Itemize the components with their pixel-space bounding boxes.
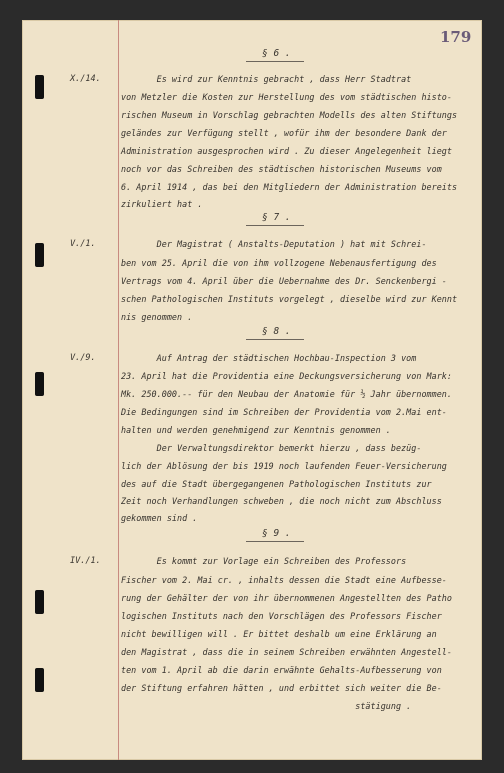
text-line: nis genommen . [121,312,193,322]
text-line: gekommen sind . [121,513,198,523]
text-line: Auf Antrag der städtischen Hochbau-Inspection 3 vom [121,353,417,363]
text-line: Zeit noch Verhandlungen schweben , die noch nicht zum Abschluss [121,496,442,506]
text-line: 23. April hat die Providentia eine Deckungsversicherung von Mark: [121,371,452,381]
text-line: stätigung . [121,701,412,711]
text-line: noch vor das Schreiben des städtischen historischen Museums vom [121,164,442,174]
text-line: der Stiftung erfahren hätten , und erbittet sich weiter die Be- [121,683,442,693]
section-heading: § 6 . [262,48,291,59]
text-line: Es kommt zur Vorlage ein Schreiben des Professors [121,556,407,566]
binder-hole [35,590,44,614]
section-reference: V./1. [70,239,96,249]
section-rule [246,339,304,340]
text-line: geländes zur Verfügung stellt , wofür ihm der besondere Dank der [121,128,447,138]
text-line: Vertrags vom 4. April über die Uebernahme des Dr. Senckenbergi - [121,276,447,286]
page-number: 179 [440,28,472,46]
binder-hole [35,75,44,99]
binder-hole [35,243,44,267]
text-line: logischen Instituts nach den Vorschlägen des Professors Fischer [121,611,442,621]
text-line: rung der Gehälter der von ihr übernommenen Angestellten des Patho [121,593,452,603]
section-heading: § 9 . [262,528,291,539]
text-line: ben vom 25. April die von ihm vollzogene Nebenausfertigung des [121,258,437,268]
text-line: nicht bewilligen will . Er bittet deshalb um eine Erklärung an [121,629,437,639]
text-line: schen Pathologischen Instituts vorgelegt , dieselbe wird zur Kennt [121,294,458,304]
text-line: des auf die Stadt übergegangenen Pathologischen Instituts zur [121,479,432,489]
text-line: Die Bedingungen sind im Schreiben der Providentia vom 2.Mai ent- [121,407,447,417]
section-heading: § 7 . [262,212,291,223]
text-line: lich der Ablösung der bis 1919 noch laufenden Feuer-Versicherung [121,461,447,471]
section-rule [246,225,304,226]
section-rule [246,61,304,62]
text-line: Der Verwaltungsdirektor bemerkt hierzu , dass bezüg- [121,443,422,453]
binder-hole [35,372,44,396]
text-line: halten und werden genehmigend zur Kenntnis genommen . [121,425,391,435]
text-line: von Metzler die Kosten zur Herstellung des vom städtischen histo- [121,92,452,102]
section-reference: IV./1. [70,556,101,566]
text-line: Der Magistrat ( Anstalts-Deputation ) hat mit Schrei- [121,239,427,249]
text-line: Fischer vom 2. Mai cr. , inhalts dessen die Stadt eine Aufbesse- [121,575,447,585]
section-heading: § 8 . [262,326,291,337]
margin-rule [118,20,119,760]
section-rule [246,541,304,542]
section-reference: X./14. [70,74,101,84]
text-line: zirkuliert hat . [121,199,203,209]
binder-hole [35,668,44,692]
text-line: Mk. 250.000.-- für den Neubau der Anatomie für ½ Jahr übernommen. [121,389,452,399]
text-line: den Magistrat , dass die in seinem Schreiben erwähnten Angestell- [121,647,452,657]
text-line: rischen Museum in Vorschlag gebrachten Modells des alten Stiftungs [121,110,458,120]
section-reference: V./9. [70,353,96,363]
text-line: Administration ausgesprochen wird . Zu dieser Angelegenheit liegt [121,146,452,156]
text-line: Es wird zur Kenntnis gebracht , dass Herr Stadtrat [121,74,412,84]
text-line: ten vom 1. April ab die darin erwähnte Gehalts-Aufbesserung von [121,665,442,675]
text-line: 6. April 1914 , das bei den Mitgliedern der Administration bereits [121,182,458,192]
